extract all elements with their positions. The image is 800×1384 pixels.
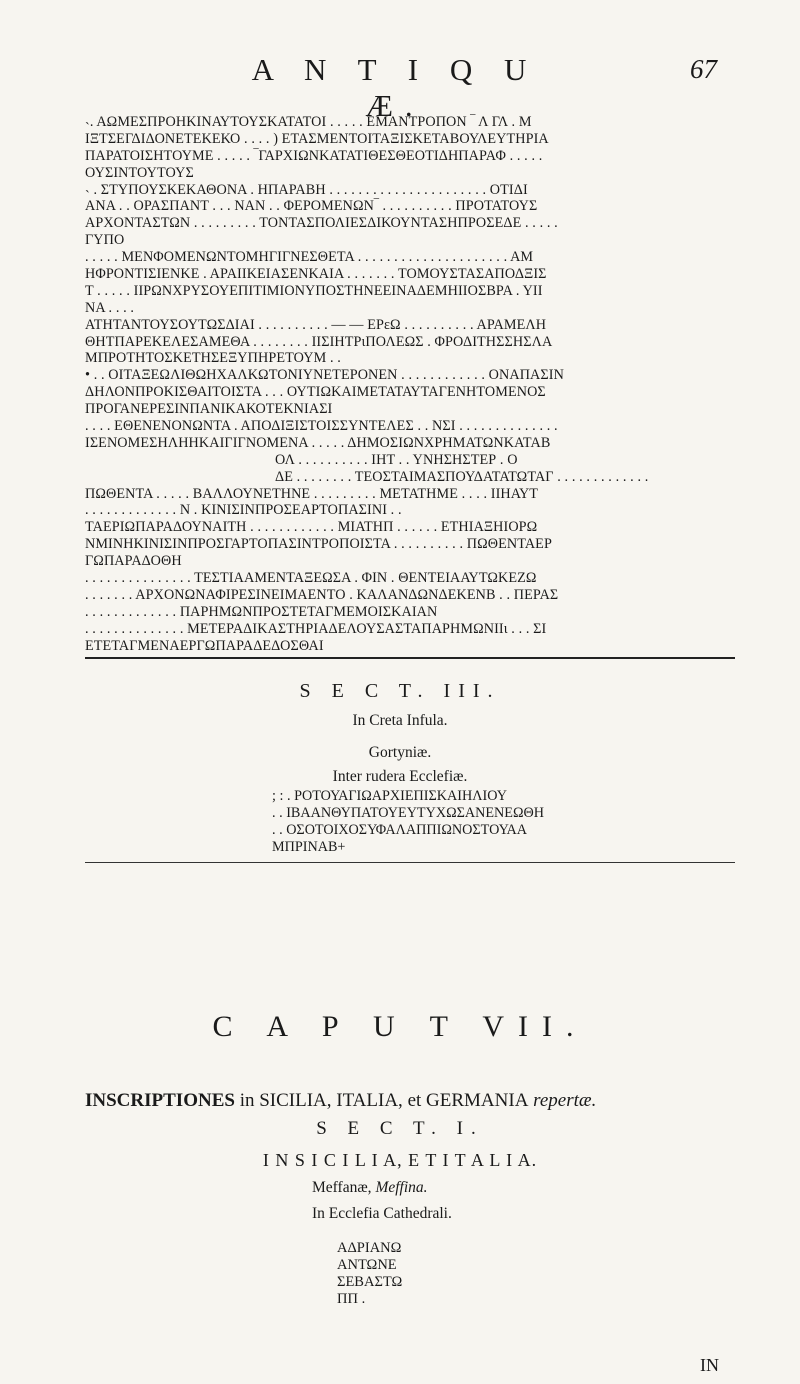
place-label xyxy=(312,1178,632,1198)
greek-text-line: ΔΗΛΟΝΠΡΟΚΙΣΘΑΙΤΟΙΣΤΑ . . . ΟΥΤΙΩΚΑΙΜΕΤΑΤΑΥΤΑΓΕΝΗΤΟΜΕΝΟΣ xyxy=(85,384,546,401)
greek-text-line: Τ . . . . . ΙΙΡΩΝΧΡΥΣΟΥΕΠΙΤΙΜΙΟΝΥΠΟΣΤΗΝΕΕΙΝΑΔΕΜΗΙΙΟΣΒΡΑ . ΥΙΙ xyxy=(85,282,543,299)
chapter-heading: C A P U T VII. xyxy=(212,1010,588,1043)
chapter-subtitle xyxy=(85,1090,596,1112)
greek-text-line: ΕΤΕΤΑΓΜΕΝΑΕΡΓΩΠΑΡΑΔΕΔΟΣΘΑΙ xyxy=(85,637,324,654)
subtitle-part: INSCRIPTIONES xyxy=(85,1090,235,1111)
greek-text-line: ˴ . ΣΤΥΠΟΥΣΚΕΚΑΘΟΝΑ . ΗΠΑΡΑΒΗ . . . . . . . . . . . . . . . . . . . . . . ΟΤΙΔΙ xyxy=(85,181,528,198)
subtitle-part: GERMANIA xyxy=(426,1090,529,1111)
location-label: In Ecclefia Cathedrali. xyxy=(312,1205,452,1222)
chapter-divider xyxy=(85,862,735,863)
inscription-line: . . ΙΒΑΑΝΘΥΠΑΤΟΥΕΥΤΥΧΩΣΑΝΕΝΕΩΘΗ xyxy=(272,805,544,821)
greek-text-line: . . . . . ΜΕΝΦΟΜΕΝΩΝΤΟΜΗΓΙΓΝΕΣΘΕΤΑ . . . . . . . . . . . . . . . . . . . . . ΑΜ xyxy=(85,249,534,266)
greek-text-line: ΜΠΡΟΤΗΤΟΣΚΕΤΗΣΕΞΥΠΗΡΕΤΟΥΜ . . xyxy=(85,350,341,367)
greek-text-line: ΓΩΠΑΡΑΔΟΘΗ xyxy=(85,553,182,570)
greek-text-line: . . . . ΕΘΕΝΕΝΟΝΩΝΤΑ . ΑΠΟΔΙΞΙΣΤΟΙΣΣΥΝΤΕΛΕΣ . . ΝΣΙ . . . . . . . . . . . . . . xyxy=(85,418,558,435)
subtitle-part: SICILIA, ITALIA, xyxy=(259,1090,403,1111)
description-label: Inter rudera Ecclefiæ. xyxy=(332,768,468,785)
greek-text-line: ΠΑΡΑΤΟΙΣΗΤΟΥΜΕ . . . . . ‾ΓΑΡΧΙΩΝΚΑΤΑΤΙΘΕΣΘΕΟΤΙΔΗΠΑΡΑΦ . . . . . xyxy=(85,147,543,164)
greek-inscription-text xyxy=(85,114,735,655)
greek-text-line: . . . . . . . . . . . . . Ν . ΚΙΝΙΣΙΝΠΡΟΣΕΑΡΤΟΠΑΣΙΝΙ . . xyxy=(85,502,402,519)
greek-text-line: . . . . . . . . . . . . . ΠΑΡΗΜΩΝΠΡΟΣΤΕΤΑΓΜΕΜΟΙΣΚΑΙΑΝ xyxy=(85,603,438,620)
greek-text-line: ΠΩΘΕΝΤΑ . . . . . ΒΑΛΛΟΥΝΕΤΗΝΕ . . . . . . . . . ΜΕΤΑΤΗΜΕ . . . . ΙΙΗΑΥΤ xyxy=(85,485,539,502)
page-number: 67 xyxy=(690,54,717,84)
greek-text-line: ΝΜΙΝΗΚΙΝΙΣΙΝΠΡΟΣΓΑΡΤΟΠΑΣΙΝΤΡΟΠΟΙΣΤΑ . . . . . . . . . . ΠΩΘΕΝΤΑΕΡ xyxy=(85,536,552,553)
inscription-line: ΠΠ . xyxy=(337,1291,366,1307)
greek-text-line: ΠΡΟΓΑΝΕΡΕΣΙΝΠΑΝΙΚΑΚΟΤΕΚΝΙΑΣΙ xyxy=(85,401,333,418)
section-heading: S E C T. III. xyxy=(299,680,501,702)
greek-text-line: ΑΝΑ . . ΟΡΑΣΠΑΝΤ . . . ΝΑΝ . . ΦΕΡΟΜΕΝΩΝ‾ . . . . . . . . . . ΠΡΟΤΑΤΟΥΣ xyxy=(85,198,538,215)
messana-inscription xyxy=(337,1240,402,1308)
greek-text-line: ΘΗΤΠΑΡΕΚΕΛΕΣΑΜΕΘΑ . . . . . . . . ΙΙΣΙΗΤΡιΠΟΛΕΩΣ . ΦΡΟΔΙΤΗΣΣΗΣΛΑ xyxy=(85,333,553,350)
greek-text-line: ΗΦΡΟΝΤΙΣΙΕΝΚΕ . ΑΡΑΙΙΚΕΙΑΣΕΝΚΑΙΑ . . . . . . . ΤΟΜΟΥΣΤΑΣΑΠΟΔΞΙΣ xyxy=(85,266,547,283)
greek-text-line: . . . . . . . . . . . . . . . ΤΕΣΤΙΑΑΜΕΝΤΑΞΕΩΣΑ . ΦΙΝ . ΘΕΝΤΕΙΑΑΥΤΩΚΕΖΩ xyxy=(85,570,537,587)
inscription-line: ; : . ΡΟΤΟΥΑΓΙΩΑΡΧΙΕΠΙΣΚΑΙΗΛΙΟΥ xyxy=(272,788,508,804)
running-title: A N T I Q U Æ. xyxy=(251,52,539,123)
messana-block xyxy=(312,1178,632,1224)
place-name-italic: Meffina. xyxy=(375,1179,428,1196)
greek-text-line: ΙΣΕΝΟΜΕΣΗΛΗΗΚΑΙΓΙΓΝΟΜΕΝΑ . . . . . ΔΗΜΟΣΙΩΝΧΡΗΜΑΤΩΝΚΑΤΑΒ xyxy=(85,434,551,451)
subtitle-part: et xyxy=(402,1090,427,1111)
greek-text-line: ˴. ΑΩΜΕΣΠΡΟΗΚΙΝΑΥΤΟΥΣΚΑΤΑΤΟΙ . . . . . ΕΜΑΝΤΡΟΠΟΝ ‾ Λ ΓΛ . Μ xyxy=(85,114,532,130)
gortynia-inscription xyxy=(272,788,702,856)
greek-text-line: ΓΥΠΟ xyxy=(85,232,125,249)
location-label: In Creta Infula. xyxy=(352,712,448,729)
inscription-line: ΑΔΡΙΑΝΩ xyxy=(337,1240,402,1256)
greek-text-line: ΟΛ . . . . . . . . . . ΙΗΤ . . ΥΝΗΣΗΣΤΕΡ . Ο xyxy=(275,451,518,468)
place-label: Gortyniæ. xyxy=(368,744,432,761)
greek-text-line: • . . ΟΙΤΑΞΕΩΛΙΘΩΗΧΑΛΚΩΤΟΝΙΥΝΕΤΕΡΟΝΕΝ . . . . . . . . . . . . ΟΝΑΠΑΣΙΝ xyxy=(85,367,564,384)
greek-text-line: ΙΞΤΣΕΓΔΙΔΟΝΕΤΕΚΕΚΟ . . . . ) ΕΤΑΣΜΕΝΤΟΙΤΑΞΙΣΚΕΤΑΒΟΥΛΕΥΤΗΡΙΑ xyxy=(85,130,549,147)
greek-text-line: ΝΑ . . . . xyxy=(85,299,135,316)
greek-text-line: ΤΑΕΡΙΩΠΑΡΑΔΟΥΝΑΙΤΗ . . . . . . . . . . . . ΜΙΑΤΗΠ . . . . . . ΕΤΗΙΑΞΗΙΟΡΩ xyxy=(85,519,538,536)
subtitle-part: in xyxy=(234,1090,260,1111)
subsection-heading: S E C T. I. xyxy=(316,1118,484,1139)
region-heading: I N S I C I L I A, E T I T A L I A. xyxy=(262,1150,538,1170)
greek-text-line: ΑΡΧΟΝΤΑΣΤΩΝ . . . . . . . . . ΤΟΝΤΑΣΠΟΛΙΕΣΔΙΚΟΥΝΤΑΣΗΠΡΟΣΕΔΕ . . . . . xyxy=(85,215,558,232)
greek-text-line: . . . . . . . ΑΡΧΟΝΩΝΑΦΙΡΕΣΙΝΕΙΜΑΕΝΤΟ . ΚΑΛΑΝΔΩΝΔΕΚΕΝΒ . . ΠΕΡΑΣ xyxy=(85,586,559,603)
greek-text-line: ΟΥΣΙΝΤΟΥΤΟΥΣ xyxy=(85,164,194,181)
section-divider xyxy=(85,657,735,659)
greek-text-line: ΔΕ . . . . . . . . ΤΕΟΣΤΑΙΜΑΣΠΟΥΔΑΤΑΤΩΤΑΓ . . . . . . . . . . . . . xyxy=(275,468,649,485)
catchword: IN xyxy=(700,1355,719,1375)
inscription-line: ΑΝΤΩΝΕ xyxy=(337,1257,397,1273)
inscription-line: ΣΕΒΑΣΤΩ xyxy=(337,1274,403,1290)
greek-text-line: ΑΤΗΤΑΝΤΟΥΣΟΥΤΩΣΔΙΑΙ . . . . . . . . . . — — ΕΡεΩ . . . . . . . . . . ΑΡΑΜΕΛΗ xyxy=(85,316,547,333)
greek-text-line: . . . . . . . . . . . . . . ΜΕΤΕΡΑΔΙΚΑΣΤΗΡΙΑΔΕΛΟΥΣΑΣΤΑΠΑΡΗΜΩΝΙΙι . . . ΣΙ xyxy=(85,620,547,637)
inscription-line: . . ΟΣΟΤΟΙΧΟΣΥΦΑΛΑΠΠΙΩΝΟΣΤΟΥΑΑ xyxy=(272,822,528,838)
inscription-line: ΜΠΡΙΝΑΒ+ xyxy=(272,839,346,855)
place-name: Meffanæ, xyxy=(312,1179,372,1196)
subtitle-part: repertæ. xyxy=(528,1090,597,1111)
